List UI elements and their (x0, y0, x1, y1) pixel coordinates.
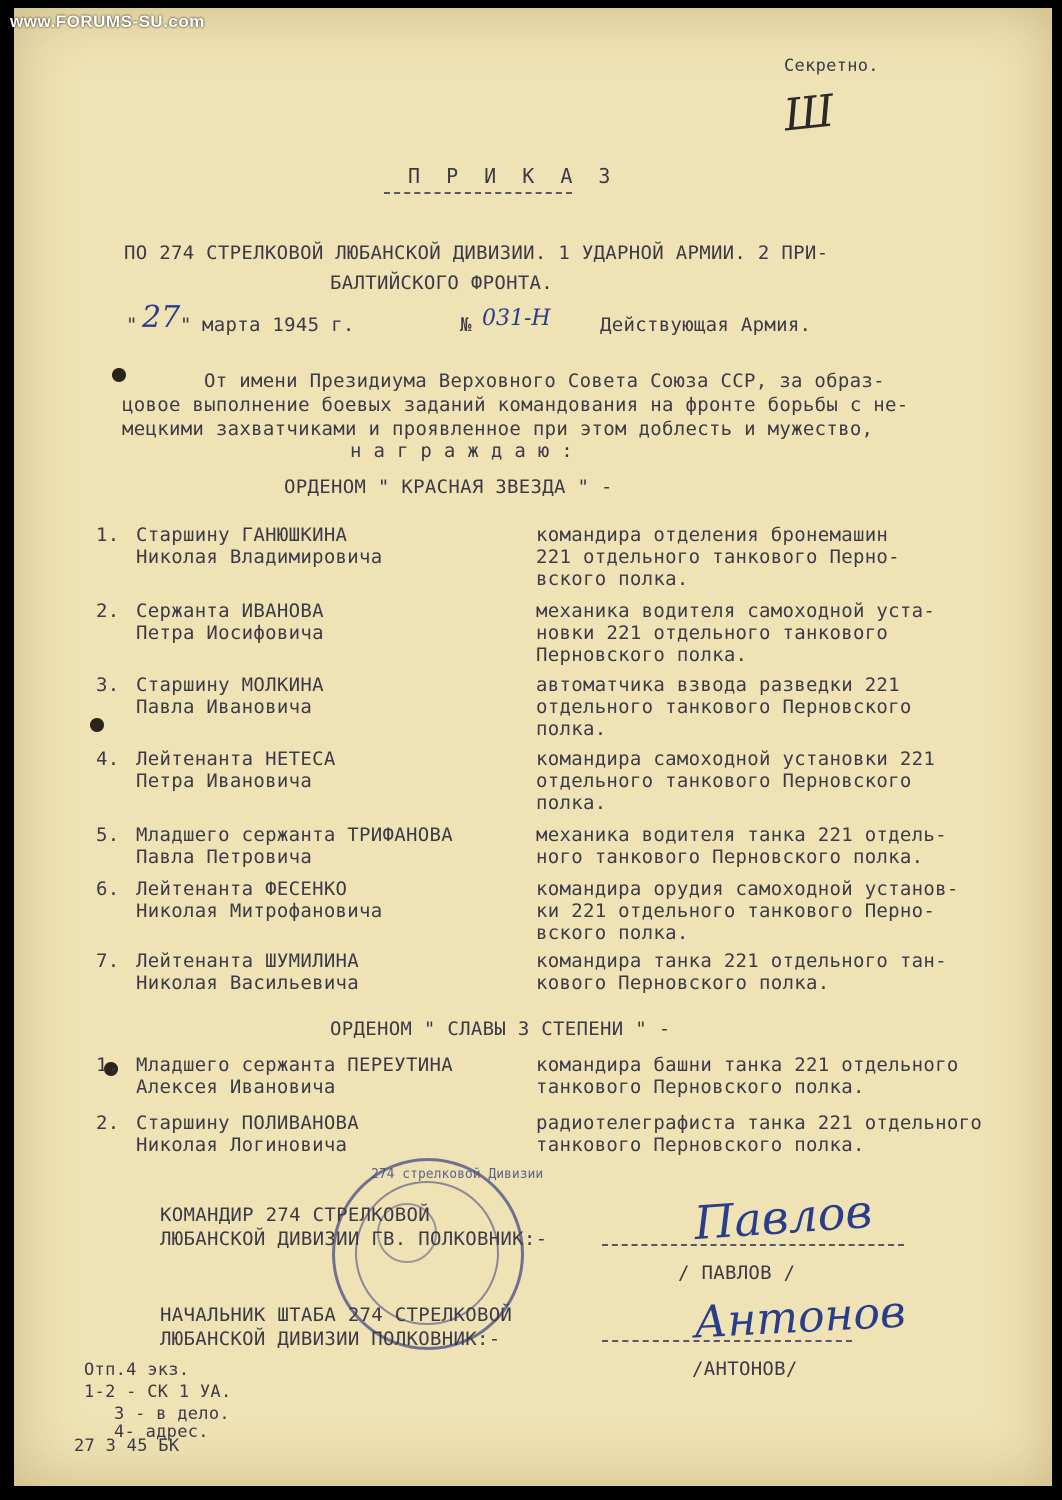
chief-name: /АНТОНОВ/ (692, 1358, 798, 1380)
award-item-given-name: Павла Ивановича (136, 696, 313, 718)
award-item-position-line-2: новки 221 отдельного танкового (536, 622, 889, 644)
commander-signature-line (602, 1244, 904, 1246)
commander-title-line-2: ЛЮБАНСКОЙ ДИВИЗИИ ГВ. ПОЛКОВНИК:- (160, 1228, 548, 1250)
chief-signature-line (602, 1340, 852, 1342)
award-item-number: 1. (96, 524, 120, 546)
award-item-position-line-3: полка. (536, 718, 607, 740)
award-item-position-line-2: ного танкового Перновского полка. (536, 846, 924, 868)
award-item-position-line-2: танкового Перновского полка. (536, 1076, 865, 1098)
award-item-given-name: Павла Петровича (136, 846, 313, 868)
section-2-heading: ОРДЕНОМ " СЛАВЫ 3 СТЕПЕНИ " - (330, 1018, 671, 1040)
award-item-position-line-3: вского полка. (536, 568, 689, 590)
award-item-position-line-1: командира танка 221 отдельного тан- (536, 950, 947, 972)
award-item-given-name: Николая Митрофановича (136, 900, 383, 922)
award-item-rank-name: Старшину МОЛКИНА (136, 674, 324, 696)
award-item-position-line-2: отдельного танкового Перновского (536, 770, 912, 792)
award-item-given-name: Николая Логиновича (136, 1134, 348, 1156)
award-item-position-line-2: танкового Перновского полка. (536, 1134, 865, 1156)
award-item-number: 4. (96, 748, 120, 770)
award-item-given-name: Николая Владимировича (136, 546, 383, 568)
award-item-position-line-1: механика водителя самоходной уста- (536, 600, 936, 622)
award-item-position-line-2: кового Перновского полка. (536, 972, 830, 994)
chief-signature: Антонов (692, 1286, 907, 1349)
award-item-rank-name: Старшину ПОЛИВАНОВА (136, 1112, 360, 1134)
award-item-rank-name: Старшину ГАНЮШКИНА (136, 524, 348, 546)
date-month-year: марта 1945 г. (202, 314, 355, 336)
chief-title-line-2: ЛЮБАНСКОЙ ДИВИЗИИ ПОЛКОВНИК:- (160, 1328, 501, 1350)
award-item-position-line-1: автоматчика взвода разведки 221 (536, 674, 900, 696)
award-item-position-line-1: радиотелеграфиста танка 221 отдельного (536, 1112, 983, 1134)
chief-title-line-1: НАЧАЛЬНИК ШТАБА 274 СТРЕЛКОВОЙ (160, 1304, 513, 1326)
commander-name: / ПАВЛОВ / (678, 1262, 796, 1284)
award-item-number: 5. (96, 824, 120, 846)
stamp-text: 274 стрелковой Дивизии (371, 1167, 544, 1182)
order-number: 031-Н (482, 306, 551, 331)
order-number-prefix: № (460, 314, 472, 336)
pencil-signature-icon: Ш (781, 85, 837, 142)
distribution-line-4: 4- адрес. (114, 1422, 209, 1442)
location: Действующая Армия. (600, 314, 812, 336)
award-item-number: 2. (96, 1112, 120, 1134)
award-item-rank-name: Лейтенанта НЕТЕСА (136, 748, 336, 770)
award-item-position-line-3: полка. (536, 792, 607, 814)
award-item-given-name: Петра Ивановича (136, 770, 313, 792)
award-item-number: 3. (96, 674, 120, 696)
preamble-line-2: цовое выполнение боевых заданий командования на фронте борьбы с не- (122, 394, 909, 416)
commander-title-line-1: КОМАНДИР 274 СТРЕЛКОВОЙ (160, 1204, 430, 1226)
award-item-position-line-1: командира отделения бронемашин (536, 524, 889, 546)
award-item-given-name: Алексея Ивановича (136, 1076, 336, 1098)
header-line-2: БАЛТИЙСКОГО ФРОНТА. (330, 272, 554, 294)
award-item-rank-name: Младшего сержанта ПЕРЕУТИНА (136, 1054, 453, 1076)
distribution-line-1: Отп.4 экз. (84, 1360, 190, 1380)
distribution-line-3: 3 - в дело. (114, 1404, 230, 1424)
award-item-position-line-3: вского полка. (536, 922, 689, 944)
award-item-position-line-1: командира орудия самоходной установ- (536, 878, 959, 900)
award-item-rank-name: Младшего сержанта ТРИФАНОВА (136, 824, 453, 846)
punch-hole-top (112, 368, 126, 382)
date-day: 27 (142, 300, 181, 335)
award-item-rank-name: Лейтенанта ФЕСЕНКО (136, 878, 348, 900)
watermark: www.FORUMS-SU.com (10, 12, 205, 31)
header-line-1: ПО 274 СТРЕЛКОВОЙ ЛЮБАНСКОЙ ДИВИЗИИ. 1 УДАРНОЙ АРМИИ. 2 ПРИ- (124, 242, 829, 264)
document-title: П Р И К А З (408, 164, 618, 188)
award-item-number: 2. (96, 600, 120, 622)
award-item-position-line-2: ки 221 отдельного танкового Перно- (536, 900, 936, 922)
title-underline (384, 192, 572, 194)
award-item-given-name: Николая Васильевича (136, 972, 360, 994)
punch-hole-middle (90, 718, 104, 732)
award-item-rank-name: Сержанта ИВАНОВА (136, 600, 324, 622)
preamble-line-4: н а г р а ж д а ю : (350, 440, 574, 462)
award-item-position-line-2: отдельного танкового Перновского (536, 696, 912, 718)
award-item-position-line-1: механика водителя танка 221 отдель- (536, 824, 947, 846)
commander-signature: Павлов (692, 1183, 874, 1251)
award-item-position-line-3: Перновского полка. (536, 644, 748, 666)
distribution-line-2: 1-2 - СК 1 УА. (84, 1382, 232, 1402)
award-item-number: 7. (96, 950, 120, 972)
section-1-heading: ОРДЕНОМ " КРАСНАЯ ЗВЕЗДА " - (284, 476, 613, 498)
date-close-quote: " (180, 314, 192, 336)
preamble-line-1: От имени Президиума Верховного Совета Союза ССР, за образ- (204, 370, 885, 392)
date-open-quote: " (126, 314, 138, 336)
preamble-line-3: мецкими захватчиками и проявленное при этом доблесть и мужество, (122, 418, 874, 440)
award-item-position-line-1: командира башни танка 221 отдельного (536, 1054, 959, 1076)
award-item-rank-name: Лейтенанта ШУМИЛИНА (136, 950, 360, 972)
award-item-position-line-2: 221 отдельного танкового Перно- (536, 546, 900, 568)
award-item-number: 6. (96, 878, 120, 900)
award-item-position-line-1: командира самоходной установки 221 (536, 748, 936, 770)
award-item-number: 1. (96, 1054, 120, 1076)
secrecy-mark: Секретно. (784, 56, 879, 76)
document-page (14, 8, 1052, 1486)
award-item-given-name: Петра Иосифовича (136, 622, 324, 644)
distribution-line-5: 27 3 45 БК (74, 1436, 180, 1456)
